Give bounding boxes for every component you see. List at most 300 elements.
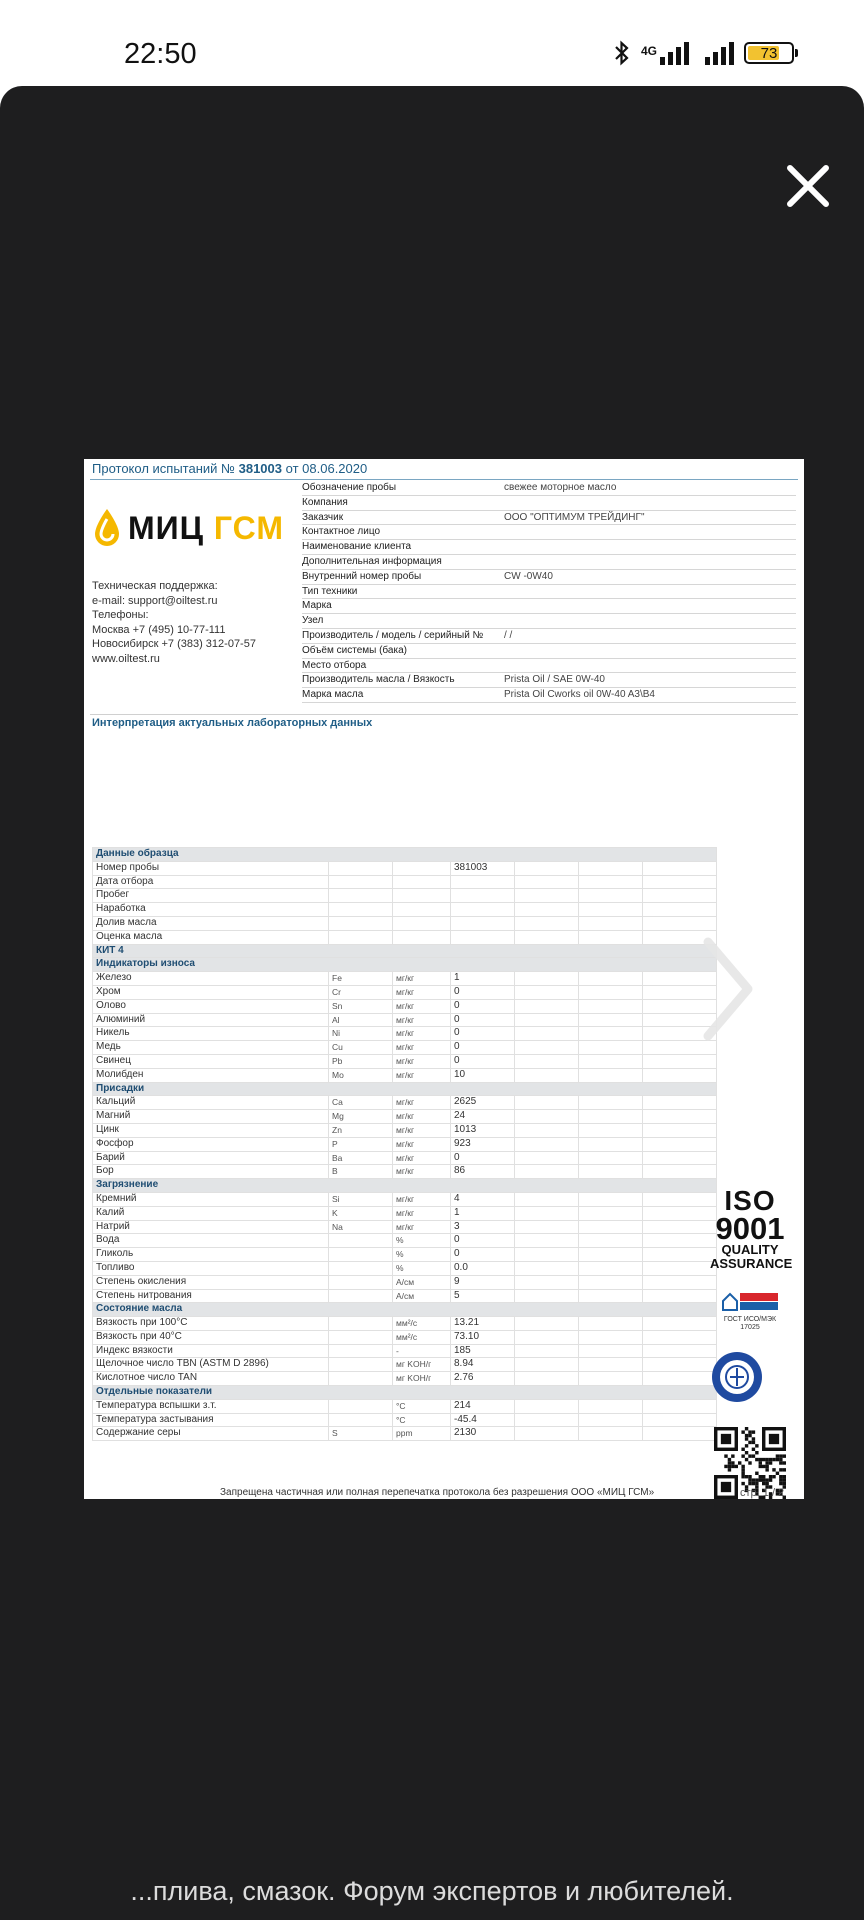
table-row — [93, 1054, 717, 1068]
param-name: Калий — [93, 1206, 329, 1220]
element-symbol — [329, 903, 393, 917]
empty-cell — [579, 1234, 643, 1248]
table-row — [93, 1027, 717, 1041]
element-symbol: Pb — [329, 1054, 393, 1068]
iso-9001-badge: ISO 9001 QUALITY ASSURANCE — [710, 1185, 793, 1271]
param-name: Барий — [93, 1151, 329, 1165]
element-symbol: P — [329, 1137, 393, 1151]
table-row — [93, 999, 717, 1013]
table-row — [93, 889, 717, 903]
empty-cell — [643, 1110, 717, 1124]
param-name: Кремний — [93, 1192, 329, 1206]
empty-cell — [515, 1096, 579, 1110]
unit: мг KOH/г — [393, 1372, 451, 1386]
value: 13.21 — [451, 1317, 515, 1331]
table-row — [93, 903, 717, 917]
unit: мг/кг — [393, 1137, 451, 1151]
param-name: Молибден — [93, 1068, 329, 1082]
unit: % — [393, 1248, 451, 1262]
value: 0 — [451, 1054, 515, 1068]
param-name: Медь — [93, 1041, 329, 1055]
empty-cell — [515, 875, 579, 889]
value: 0 — [451, 1041, 515, 1055]
param-name: Алюминий — [93, 1013, 329, 1027]
unit: мг/кг — [393, 1013, 451, 1027]
element-symbol: Na — [329, 1220, 393, 1234]
empty-cell — [579, 916, 643, 930]
table-row — [93, 1041, 717, 1055]
value: 10 — [451, 1068, 515, 1082]
value — [451, 930, 515, 944]
table-row — [93, 1275, 717, 1289]
empty-cell — [515, 916, 579, 930]
meta-value: Prista Oil / SAE 0W-40 — [504, 674, 605, 686]
empty-cell — [643, 1289, 717, 1303]
value: 73.10 — [451, 1330, 515, 1344]
empty-cell — [643, 861, 717, 875]
meta-row — [302, 481, 796, 496]
contact-line: www.oiltest.ru — [92, 652, 160, 665]
empty-cell — [643, 1137, 717, 1151]
empty-cell — [579, 1151, 643, 1165]
param-name: Температура застывания — [93, 1413, 329, 1427]
empty-cell — [579, 1013, 643, 1027]
element-symbol: Al — [329, 1013, 393, 1027]
section-title: Данные образца — [93, 848, 717, 862]
empty-cell — [515, 889, 579, 903]
empty-cell — [643, 1399, 717, 1413]
unit: мм²/с — [393, 1317, 451, 1331]
section-title: Загрязнение — [93, 1179, 717, 1193]
table-row — [93, 916, 717, 930]
param-name: Свинец — [93, 1054, 329, 1068]
empty-cell — [643, 1248, 717, 1262]
empty-cell — [579, 999, 643, 1013]
meta-key: Производитель масла / Вязкость — [302, 674, 455, 686]
empty-cell — [643, 1413, 717, 1427]
empty-cell — [579, 1372, 643, 1386]
contact-line: Телефоны: — [92, 609, 149, 621]
meta-key: Узел — [302, 615, 324, 627]
element-symbol: Ba — [329, 1151, 393, 1165]
unit: мг/кг — [393, 1206, 451, 1220]
param-name: Топливо — [93, 1261, 329, 1275]
empty-cell — [579, 1248, 643, 1262]
contact-line: Новосибирск +7 (383) 312-07-57 — [92, 638, 256, 650]
contact-line: Техническая поддержка: — [92, 580, 218, 592]
meta-value — [504, 540, 796, 554]
meta-value — [504, 525, 796, 539]
empty-cell — [515, 1137, 579, 1151]
value: -45.4 — [451, 1413, 515, 1427]
empty-cell — [643, 1220, 717, 1234]
empty-cell — [515, 1054, 579, 1068]
param-name: Дата отбора — [93, 875, 329, 889]
value: 1 — [451, 972, 515, 986]
empty-cell — [643, 1358, 717, 1372]
empty-cell — [579, 1427, 643, 1441]
meta-row — [302, 570, 796, 585]
empty-cell — [515, 1165, 579, 1179]
table-row — [93, 1372, 717, 1386]
unit: мг/кг — [393, 1165, 451, 1179]
param-name: Цинк — [93, 1123, 329, 1137]
meta-key: Внутренний номер пробы — [302, 570, 422, 582]
element-symbol — [329, 1399, 393, 1413]
value: 214 — [451, 1399, 515, 1413]
table-row — [93, 1330, 717, 1344]
empty-cell — [643, 903, 717, 917]
section-title: Присадки — [93, 1082, 717, 1096]
status-bar — [0, 0, 864, 86]
empty-cell — [579, 972, 643, 986]
meta-row — [302, 585, 796, 600]
unit: A/см — [393, 1289, 451, 1303]
value: 8.94 — [451, 1358, 515, 1372]
empty-cell — [515, 930, 579, 944]
chevron-right-icon[interactable] — [694, 934, 758, 1044]
divider — [90, 479, 798, 480]
empty-cell — [643, 875, 717, 889]
empty-cell — [579, 1289, 643, 1303]
unit — [393, 916, 451, 930]
results-table — [92, 847, 717, 1441]
logo-word-2: ГСМ — [213, 509, 284, 546]
empty-cell — [515, 1013, 579, 1027]
status-icons — [613, 40, 794, 66]
empty-cell — [515, 972, 579, 986]
table-row — [93, 1358, 717, 1372]
unit — [393, 889, 451, 903]
empty-cell — [579, 1165, 643, 1179]
empty-cell — [579, 1344, 643, 1358]
empty-cell — [643, 1054, 717, 1068]
table-row — [93, 1427, 717, 1441]
unit: мг/кг — [393, 985, 451, 999]
empty-cell — [643, 1151, 717, 1165]
contact-line: Москва +7 (495) 10-77-111 — [92, 623, 226, 636]
table-row — [93, 1399, 717, 1413]
element-symbol — [329, 1261, 393, 1275]
section-header-row — [93, 1386, 717, 1400]
element-symbol: Cr — [329, 985, 393, 999]
param-name: Степень окисления — [93, 1275, 329, 1289]
element-symbol — [329, 1248, 393, 1262]
section-header-row — [93, 1179, 717, 1193]
empty-cell — [515, 1234, 579, 1248]
unit: мг/кг — [393, 1027, 451, 1041]
drop-logo-icon — [92, 507, 122, 549]
empty-cell — [515, 1041, 579, 1055]
meta-key: Объём системы (бака) — [302, 644, 407, 656]
unit: - — [393, 1344, 451, 1358]
meta-row — [302, 525, 796, 540]
meta-value: ООО "ОПТИМУМ ТРЕЙДИНГ" — [504, 511, 645, 523]
copyright-footer: Запрещена частичная или полная перепечатка протокола без разрешения ООО «МИЦ ГСМ» — [220, 1487, 655, 1498]
empty-cell — [643, 1427, 717, 1441]
ros-expertiza-logo-icon — [721, 1291, 779, 1311]
table-row — [93, 1068, 717, 1082]
empty-cell — [515, 1330, 579, 1344]
empty-cell — [579, 1275, 643, 1289]
battery-icon — [744, 42, 794, 64]
meta-row — [302, 540, 796, 555]
empty-cell — [579, 1110, 643, 1124]
table-row — [93, 1206, 717, 1220]
empty-cell — [579, 1206, 643, 1220]
element-symbol: B — [329, 1165, 393, 1179]
empty-cell — [643, 1206, 717, 1220]
element-symbol — [329, 875, 393, 889]
empty-cell — [515, 1413, 579, 1427]
meta-row — [302, 659, 796, 674]
element-symbol: K — [329, 1206, 393, 1220]
element-symbol — [329, 1358, 393, 1372]
param-name: Фосфор — [93, 1137, 329, 1151]
unit: мг KOH/г — [393, 1358, 451, 1372]
meta-value — [504, 644, 796, 658]
meta-value: Prista Oil Cworks oil 0W-40 A3\B4 — [504, 689, 655, 701]
empty-cell — [515, 1027, 579, 1041]
meta-key: Заказчик — [302, 511, 344, 523]
element-symbol — [329, 1317, 393, 1331]
table-row — [93, 1413, 717, 1427]
unit: °C — [393, 1399, 451, 1413]
element-symbol — [329, 930, 393, 944]
empty-cell — [515, 1358, 579, 1372]
battery-level: 73 — [760, 44, 778, 62]
meta-row — [302, 555, 796, 570]
doc-title: Протокол испытаний № 381003 от 08.06.2020 — [92, 461, 368, 476]
table-row — [93, 1123, 717, 1137]
empty-cell — [579, 1096, 643, 1110]
param-name: Пробег — [93, 889, 329, 903]
meta-row — [302, 496, 796, 511]
param-name: Кальций — [93, 1096, 329, 1110]
empty-cell — [579, 1261, 643, 1275]
empty-cell — [643, 1261, 717, 1275]
image-caption: ...плива, смазок. Форум экспертов и любителей. — [130, 1876, 734, 1906]
page-number: стр. 1 / 2 — [740, 1487, 785, 1499]
close-icon[interactable] — [780, 158, 836, 214]
table-row — [93, 1151, 717, 1165]
logo-word-1: МИЦ — [128, 509, 205, 546]
element-symbol: S — [329, 1427, 393, 1441]
value: 1013 — [451, 1123, 515, 1137]
table-row — [93, 1165, 717, 1179]
section-title: Состояние масла — [93, 1303, 717, 1317]
value: 3 — [451, 1220, 515, 1234]
value: 5 — [451, 1289, 515, 1303]
table-row — [93, 1289, 717, 1303]
empty-cell — [515, 999, 579, 1013]
element-symbol — [329, 1372, 393, 1386]
empty-cell — [515, 1206, 579, 1220]
bluetooth-icon — [613, 40, 631, 66]
divider — [90, 714, 798, 715]
value — [451, 889, 515, 903]
empty-cell — [515, 1399, 579, 1413]
meta-key: Марка масла — [302, 689, 364, 701]
empty-cell — [643, 1275, 717, 1289]
accreditation-seal-icon — [710, 1350, 764, 1404]
element-symbol — [329, 889, 393, 903]
meta-key: Контактное лицо — [302, 526, 381, 538]
element-symbol — [329, 1289, 393, 1303]
meta-row — [302, 599, 796, 614]
table-row — [93, 1192, 717, 1206]
empty-cell — [643, 1192, 717, 1206]
empty-cell — [579, 1330, 643, 1344]
param-name: Натрий — [93, 1220, 329, 1234]
empty-cell — [515, 1275, 579, 1289]
param-name: Вязкость при 100°C — [93, 1317, 329, 1331]
value: 24 — [451, 1110, 515, 1124]
section-header-row — [93, 1303, 717, 1317]
value: 0 — [451, 1027, 515, 1041]
unit: мг/кг — [393, 1192, 451, 1206]
meta-key: Компания — [302, 496, 348, 508]
value: 2.76 — [451, 1372, 515, 1386]
value: 923 — [451, 1137, 515, 1151]
section-header-row — [93, 944, 717, 958]
unit — [393, 930, 451, 944]
empty-cell — [643, 889, 717, 903]
param-name: Оценка масла — [93, 930, 329, 944]
empty-cell — [515, 1344, 579, 1358]
unit: мг/кг — [393, 1096, 451, 1110]
meta-value: свежее моторное масло — [504, 482, 617, 493]
interpretation-title: Интерпретация актуальных лабораторных данных — [92, 717, 373, 729]
empty-cell — [643, 1165, 717, 1179]
value — [451, 916, 515, 930]
signal-icon — [641, 41, 689, 65]
certificates — [710, 1185, 793, 1499]
meta-row — [302, 673, 796, 688]
empty-cell — [515, 1372, 579, 1386]
element-symbol — [329, 1330, 393, 1344]
empty-cell — [515, 1317, 579, 1331]
unit: мг/кг — [393, 999, 451, 1013]
sample-meta-list — [302, 481, 796, 703]
value — [451, 875, 515, 889]
value: 185 — [451, 1344, 515, 1358]
unit: % — [393, 1234, 451, 1248]
value: 2130 — [451, 1427, 515, 1441]
param-name: Олово — [93, 999, 329, 1013]
empty-cell — [515, 861, 579, 875]
unit: % — [393, 1261, 451, 1275]
element-symbol: Sn — [329, 999, 393, 1013]
empty-cell — [643, 1330, 717, 1344]
element-symbol: Fe — [329, 972, 393, 986]
param-name: Гликоль — [93, 1248, 329, 1262]
value: 381003 — [451, 861, 515, 875]
value: 0 — [451, 1234, 515, 1248]
empty-cell — [515, 1427, 579, 1441]
param-name: Никель — [93, 1027, 329, 1041]
meta-value — [504, 659, 796, 673]
value: 1 — [451, 1206, 515, 1220]
param-name: Индекс вязкости — [93, 1344, 329, 1358]
param-name: Степень нитрования — [93, 1289, 329, 1303]
unit: мм²/с — [393, 1330, 451, 1344]
empty-cell — [643, 1096, 717, 1110]
protocol-date: 08.06.2020 — [302, 461, 368, 476]
element-symbol: Mo — [329, 1068, 393, 1082]
param-name: Щелочное число TBN (ASTM D 2896) — [93, 1358, 329, 1372]
unit: A/см — [393, 1275, 451, 1289]
element-symbol — [329, 1275, 393, 1289]
empty-cell — [515, 1068, 579, 1082]
table-row — [93, 985, 717, 999]
table-row — [93, 1234, 717, 1248]
element-symbol — [329, 861, 393, 875]
status-time: 22:50 — [124, 38, 197, 70]
value: 86 — [451, 1165, 515, 1179]
empty-cell — [643, 1372, 717, 1386]
meta-row — [302, 644, 796, 659]
value: 0 — [451, 985, 515, 999]
meta-row — [302, 614, 796, 629]
empty-cell — [579, 1068, 643, 1082]
company-logo — [92, 507, 284, 549]
empty-cell — [579, 1137, 643, 1151]
element-symbol — [329, 1413, 393, 1427]
element-symbol — [329, 1234, 393, 1248]
table-row — [93, 1096, 717, 1110]
param-name: Долив масла — [93, 916, 329, 930]
param-name: Хром — [93, 985, 329, 999]
gost-accreditation-badge: ГОСТ ИСО/МЭК 17025 — [710, 1291, 790, 1332]
meta-key: Дополнительная информация — [302, 555, 442, 567]
unit — [393, 861, 451, 875]
table-row — [93, 1344, 717, 1358]
section-header-row — [93, 1082, 717, 1096]
empty-cell — [579, 861, 643, 875]
value: 0 — [451, 1248, 515, 1262]
table-row — [93, 1261, 717, 1275]
meta-value: / / — [504, 629, 513, 641]
empty-cell — [515, 1289, 579, 1303]
unit: °C — [393, 1413, 451, 1427]
empty-cell — [579, 1027, 643, 1041]
empty-cell — [579, 930, 643, 944]
meta-value — [504, 496, 796, 510]
empty-cell — [579, 1054, 643, 1068]
param-name: Содержание серы — [93, 1427, 329, 1441]
empty-cell — [643, 1123, 717, 1137]
empty-cell — [579, 903, 643, 917]
empty-cell — [515, 1261, 579, 1275]
meta-value — [504, 555, 796, 569]
param-name: Температура вспышки з.т. — [93, 1399, 329, 1413]
meta-key: Обозначение пробы — [302, 482, 397, 493]
unit: мг/кг — [393, 1054, 451, 1068]
table-row — [93, 930, 717, 944]
empty-cell — [515, 1192, 579, 1206]
empty-cell — [643, 1344, 717, 1358]
unit: мг/кг — [393, 972, 451, 986]
empty-cell — [515, 1151, 579, 1165]
value: 2625 — [451, 1096, 515, 1110]
table-row — [93, 1248, 717, 1262]
param-name: Наработка — [93, 903, 329, 917]
empty-cell — [643, 1317, 717, 1331]
meta-key: Наименование клиента — [302, 541, 412, 553]
value: 0.0 — [451, 1261, 515, 1275]
meta-key: Производитель / модель / серийный № — [302, 629, 484, 641]
